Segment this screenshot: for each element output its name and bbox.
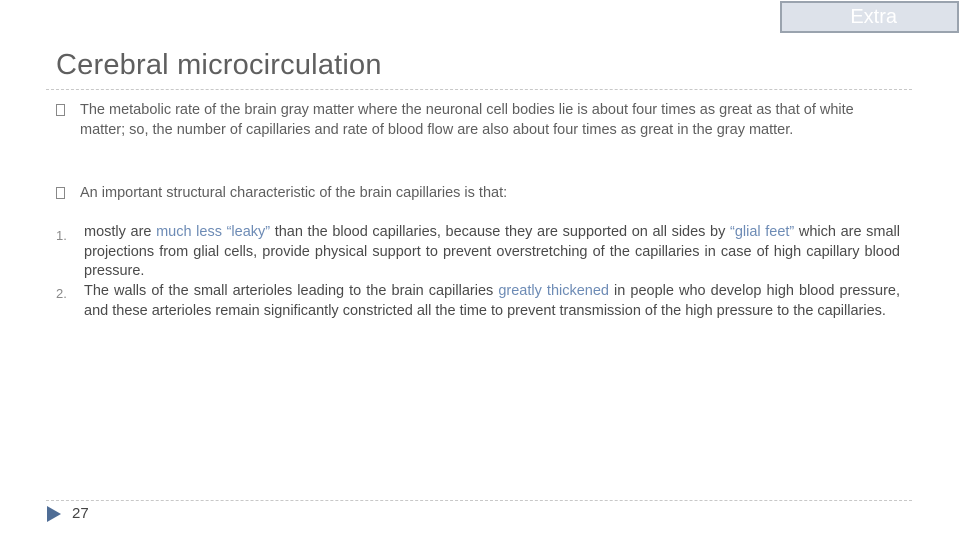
bullet-marker-icon xyxy=(56,102,65,119)
list-item-2-text: The walls of the small arterioles leading to the brain capillaries xyxy=(84,283,499,299)
list-item-1 xyxy=(84,223,900,282)
title-divider xyxy=(46,89,912,90)
play-arrow-icon xyxy=(47,506,61,522)
list-item-2-text: in people who develop high blood pressure, and these arterioles remain significantly constricted all the time to prevent transmission of the high pressure to the capillaries. xyxy=(84,283,900,319)
list-item-1-text: than the blood capillaries, because they are supported on all sides by xyxy=(270,224,730,240)
list-number-1: 1. xyxy=(56,228,67,243)
highlight-glial-feet: “glial feet” xyxy=(730,224,795,240)
list-item-1-text: which are small projections from glial cells, provide physical support to prevent overstretching of the capillaries in case of high capillary blood pressure. xyxy=(84,224,900,280)
list-item-1-text: mostly are xyxy=(84,224,157,240)
page-number: 27 xyxy=(72,505,89,522)
slide-title: Cerebral microcirculation xyxy=(56,49,382,81)
list-number-2: 2. xyxy=(56,286,67,301)
highlight-less-leaky: much less “leaky” xyxy=(156,224,271,240)
list-item-2 xyxy=(84,282,900,321)
extra-badge: Extra xyxy=(780,1,959,33)
bullet-marker-icon xyxy=(56,185,65,202)
footer-divider xyxy=(46,500,912,501)
bullet-paragraph-1: The metabolic rate of the brain gray matter where the neuronal cell bodies lie is about four times as great as that of white matter; so, the number of capillaries and rate of blood flow are also about four times as great in the gray matter. xyxy=(80,102,854,138)
highlight-greatly-thickened: greatly thickened xyxy=(498,283,609,299)
bullet-paragraph-2: An important structural characteristic of the brain capillaries is that: xyxy=(80,185,508,201)
